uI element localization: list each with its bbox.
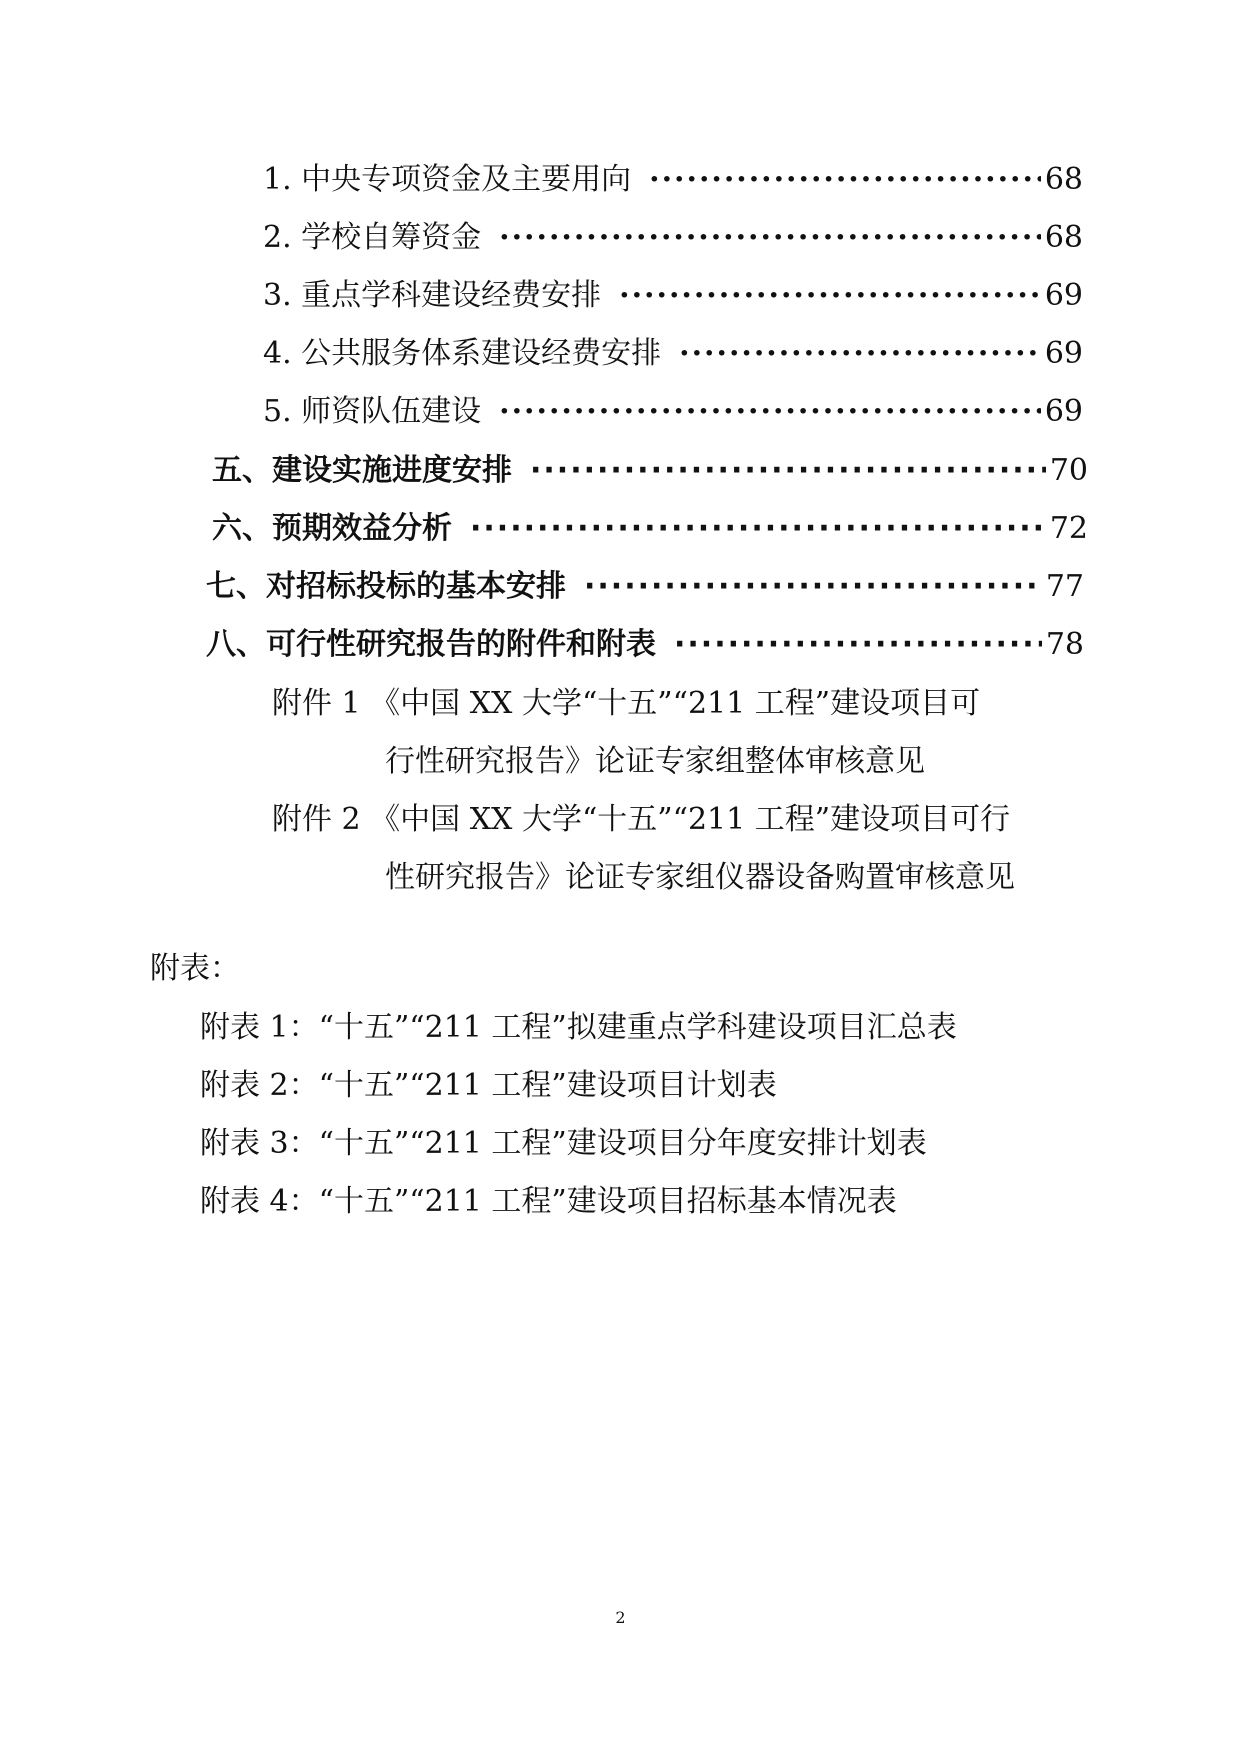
- annex-1-line-1[interactable]: 附件 1 《中国 XX 大学“十五”“211 工程”建设项目可: [272, 686, 981, 721]
- toc-dot-leader: [470, 509, 1046, 549]
- toc-entry-sub-5[interactable]: [263, 392, 1083, 432]
- toc-entry-page: 69: [1044, 336, 1083, 371]
- annex-2-line-2[interactable]: 性研究报告》论证专家组仪器设备购置审核意见: [385, 860, 1015, 895]
- toc-dot-leader: [679, 334, 1041, 374]
- toc-dot-leader: [619, 276, 1041, 316]
- tables-heading: 附表：: [150, 951, 240, 986]
- toc-entry-section-6[interactable]: [212, 509, 1088, 549]
- toc-entry-page: 72: [1049, 511, 1088, 546]
- toc-dot-leader: [499, 392, 1041, 432]
- toc-entry-page: 69: [1044, 394, 1083, 429]
- toc-entry-label: 六、预期效益分析: [212, 511, 452, 546]
- toc-entry-label: 3. 重点学科建设经费安排: [263, 278, 602, 313]
- table-item-4[interactable]: 附表 4：“十五”“211 工程”建设项目招标基本情况表: [200, 1184, 897, 1219]
- toc-entry-page: 77: [1045, 569, 1084, 604]
- table-item-3[interactable]: 附表 3：“十五”“211 工程”建设项目分年度安排计划表: [200, 1126, 927, 1161]
- toc-entry-sub-2[interactable]: [263, 218, 1083, 258]
- toc-entry-page: 78: [1045, 627, 1084, 662]
- toc-entry-label: 4. 公共服务体系建设经费安排: [263, 336, 662, 371]
- annex-1-line-2[interactable]: 行性研究报告》论证专家组整体审核意见: [385, 744, 925, 779]
- toc-entry-sub-1[interactable]: [263, 160, 1083, 200]
- toc-dot-leader: [674, 625, 1042, 665]
- toc-entry-label: 1. 中央专项资金及主要用向: [263, 162, 632, 197]
- toc-entry-page: 68: [1044, 220, 1083, 255]
- toc-dot-leader: [649, 160, 1041, 200]
- toc-dot-leader: [584, 567, 1042, 607]
- toc-entry-section-8[interactable]: [206, 625, 1084, 665]
- page-number: 2: [615, 1608, 626, 1627]
- annex-2-line-1[interactable]: 附件 2 《中国 XX 大学“十五”“211 工程”建设项目可行: [272, 802, 1011, 837]
- toc-entry-section-5[interactable]: [212, 451, 1088, 491]
- toc-dot-leader: [530, 451, 1046, 491]
- toc-entry-label: 七、对招标投标的基本安排: [206, 569, 566, 604]
- toc-entry-section-7[interactable]: [206, 567, 1084, 607]
- toc-entry-sub-4[interactable]: [263, 334, 1083, 374]
- toc-entry-page: 69: [1044, 278, 1083, 313]
- table-item-2[interactable]: 附表 2：“十五”“211 工程”建设项目计划表: [200, 1068, 777, 1103]
- toc-dot-leader: [499, 218, 1041, 258]
- toc-entry-label: 2. 学校自筹资金: [263, 220, 482, 255]
- toc-entry-label: 五、建设实施进度安排: [212, 453, 512, 488]
- toc-entry-page: 70: [1049, 453, 1088, 488]
- table-item-1[interactable]: 附表 1：“十五”“211 工程”拟建重点学科建设项目汇总表: [200, 1010, 957, 1045]
- toc-entry-sub-3[interactable]: [263, 276, 1083, 316]
- toc-entry-page: 68: [1044, 162, 1083, 197]
- toc-entry-label: 八、可行性研究报告的附件和附表: [206, 627, 656, 662]
- toc-entry-label: 5. 师资队伍建设: [263, 394, 482, 429]
